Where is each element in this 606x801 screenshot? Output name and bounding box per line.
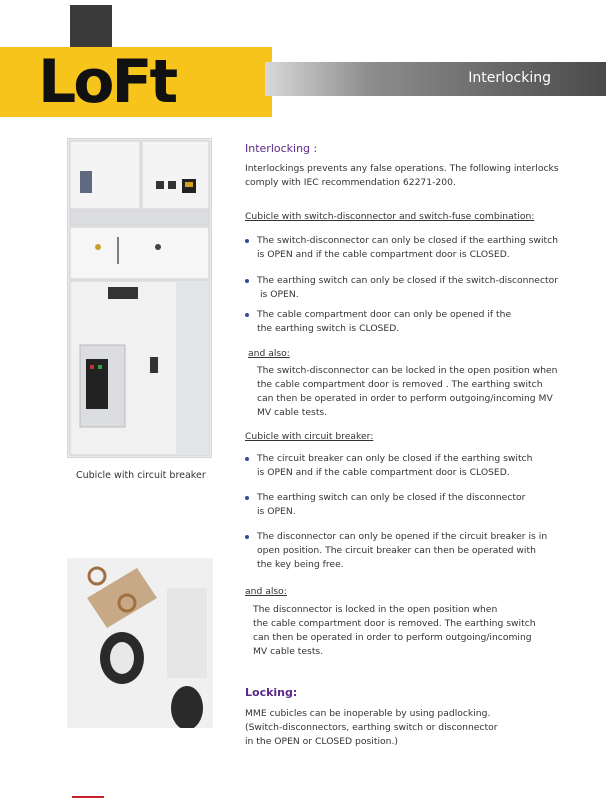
s1-bullet-2 bbox=[245, 274, 558, 302]
s1-b1-line1: The switch-disconnector can only be closed if the earthing switch bbox=[257, 235, 559, 246]
bullet-dot-icon bbox=[245, 535, 249, 539]
s1-para-line2: the cable compartment door is removed . The earthing switch bbox=[257, 379, 543, 390]
and-also-1: and also: bbox=[248, 348, 290, 359]
header-tab bbox=[70, 5, 112, 47]
locking-line-1: MME cubicles can be inoperable by using padlocking. bbox=[245, 708, 491, 719]
company-logo: LoFt bbox=[38, 47, 176, 117]
s1-bullet-1 bbox=[245, 234, 558, 262]
bullet-dot-icon bbox=[245, 279, 249, 283]
cubicle-photo bbox=[67, 138, 212, 458]
s1-para-line3: can then be operated in order to perform outgoing/incoming MV bbox=[257, 393, 553, 404]
s2-b2-line2: is OPEN. bbox=[257, 506, 296, 517]
section2-title: Cubicle with circuit breaker: bbox=[245, 431, 374, 442]
section1-title: Cubicle with switch-disconnector and switch-fuse combination: bbox=[245, 211, 535, 222]
footer-accent-line bbox=[72, 796, 104, 798]
s1-b3-line1: The cable compartment door can only be opened if the bbox=[257, 309, 512, 320]
s2-b1-line2: is OPEN and if the cable compartment door is CLOSED. bbox=[257, 467, 510, 478]
locking-heading: Locking: bbox=[245, 686, 298, 699]
bullet-dot-icon bbox=[245, 239, 249, 243]
s1-b2-line1: The earthing switch can only be closed if the switch-disconnector bbox=[257, 275, 559, 286]
bullet-dot-icon bbox=[245, 496, 249, 500]
s1-b3-line2: the earthing switch is CLOSED. bbox=[257, 323, 400, 334]
bullet-dot-icon bbox=[245, 457, 249, 461]
s2-b3-line1: The disconnector can only be opened if the circuit breaker is in bbox=[257, 531, 548, 542]
bullet-dot-icon bbox=[245, 313, 249, 317]
closeup-illustration bbox=[67, 558, 213, 728]
interlock-closeup-photo bbox=[67, 558, 213, 728]
s2-bullet-2 bbox=[245, 491, 525, 519]
s2-b3-line3: the key being free. bbox=[257, 559, 344, 570]
s2-b1-line1: The circuit breaker can only be closed if the earthing switch bbox=[257, 453, 533, 464]
s2-b3-line2: open position. The circuit breaker can then be operated with bbox=[257, 545, 536, 556]
s2-b2-line1: The earthing switch can only be closed if the disconnector bbox=[257, 492, 526, 503]
and-also-2: and also: bbox=[245, 586, 287, 597]
intro-line-1: Interlockings prevents any false operations. The following interlocks bbox=[245, 163, 559, 174]
title-banner bbox=[265, 62, 606, 96]
s2-para-line3: can then be operated in order to perform outgoing/incoming bbox=[253, 632, 532, 643]
s1-bullet-3 bbox=[245, 308, 511, 336]
s1-b2-line2: is OPEN. bbox=[260, 289, 299, 300]
s1-b1-line2: is OPEN and if the cable compartment door is CLOSED. bbox=[257, 249, 510, 260]
locking-line-2: (Switch-disconnectors, earthing switch or disconnector bbox=[245, 722, 498, 733]
s2-para-line4: MV cable tests. bbox=[253, 646, 324, 657]
interlocking-heading: Interlocking : bbox=[245, 142, 318, 155]
s2-para-line1: The disconnector is locked in the open position when bbox=[253, 604, 498, 615]
cubicle-caption: Cubicle with circuit breaker bbox=[76, 470, 206, 481]
cubicle-illustration bbox=[68, 139, 211, 457]
s2-bullet-3 bbox=[245, 530, 547, 572]
s1-para-line4: MV cable tests. bbox=[257, 407, 328, 418]
banner-title: Interlocking bbox=[468, 70, 551, 86]
s2-bullet-1 bbox=[245, 452, 532, 480]
intro-line-2: comply with IEC recommendation 62271-200. bbox=[245, 177, 456, 188]
s1-para-line1: The switch-disconnector can be locked in the open position when bbox=[257, 365, 558, 376]
s2-para-line2: the cable compartment door is removed. The earthing switch bbox=[253, 618, 536, 629]
locking-line-3: in the OPEN or CLOSED position.) bbox=[245, 736, 398, 747]
